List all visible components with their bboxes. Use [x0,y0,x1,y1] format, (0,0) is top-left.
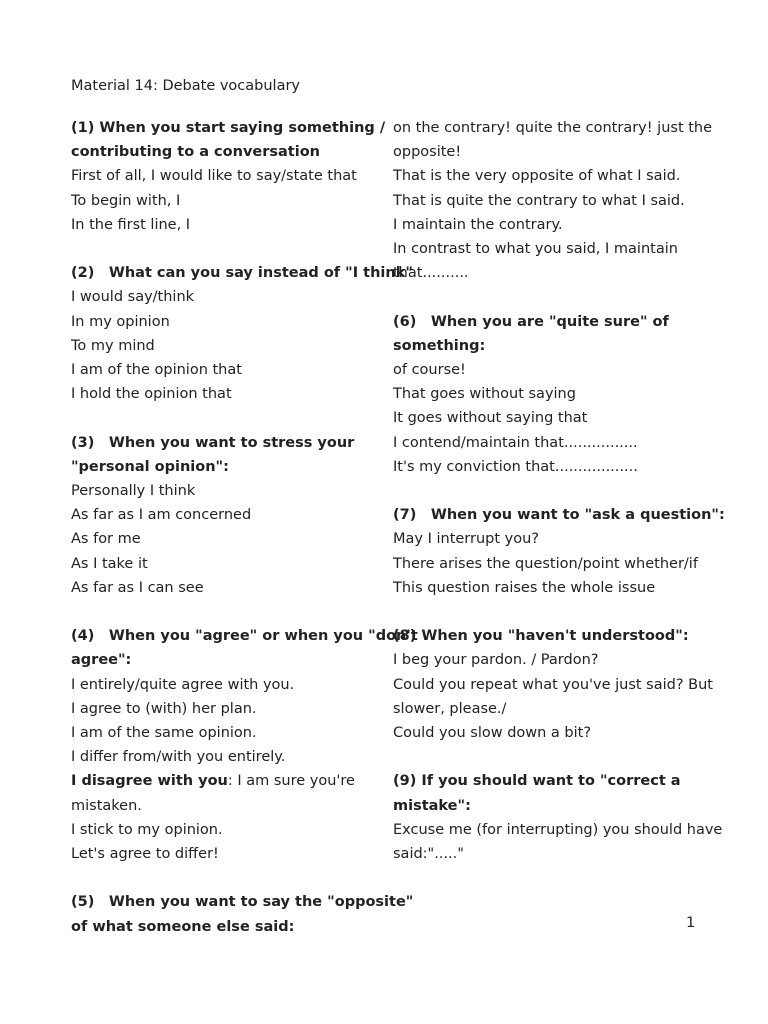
section-heading: something: [393,337,486,354]
phrase-line: May I interrupt you? [393,531,539,548]
section-spacer [71,866,376,890]
left-column [71,116,418,939]
phrase-line: As I take it [71,555,148,572]
phrase-line: As for me [71,531,141,548]
phrase-line: In the first line, I [71,216,191,233]
phrase-line: To begin with, I [71,192,181,209]
phrase-line: As far as I am concerned [71,507,252,524]
phrase-line: Could you repeat what you've just said? But [393,676,713,693]
phrase-line: I contend/maintain that................ [393,434,638,451]
phrase-line: of course! [393,362,466,379]
section-spacer [393,479,733,503]
phrase-line: To my mind [71,337,155,354]
phrase-line: Could you slow down a bit? [393,725,592,742]
section-spacer [393,745,733,769]
phrase-text: : I am sure you're [227,773,355,790]
section-spacer [393,285,733,309]
phrase-line: As far as I can see [71,579,204,596]
section-heading: (9) If you should want to "correct a [393,773,681,790]
page-number: 1 [686,915,696,931]
section-heading: (6) When you are "quite sure" of [393,313,669,330]
phrase-line: I differ from/with you entirely. [71,749,286,766]
phrase-line: on the contrary! quite the contrary! just the [393,120,713,136]
phrase-line: Excuse me (for interrupting) you should have [393,821,723,838]
phrase-line: I maintain the contrary. [393,216,563,233]
phrase-line: It's my conviction that.................. [393,458,638,475]
section-heading: mistake": [393,797,471,814]
section-heading: (1) When you start saying something / [71,120,386,136]
phrase-line: It goes without saying that [393,410,588,427]
section-heading: (5) When you want to say the "opposite" [71,894,414,911]
section-heading: agree": [71,652,132,669]
phrase-line: This question raises the whole issue [393,579,656,596]
phrase-line: In my opinion [71,313,170,330]
phrase-line: I entirely/quite agree with you. [71,676,295,693]
phrase-line: opposite! [393,144,462,161]
phrase-line: I beg your pardon. / Pardon? [393,652,599,669]
section-spacer [393,600,733,624]
phrase-line: said:"....." [393,846,464,863]
phrase-line: Personally I think [71,483,196,500]
section-heading: of what someone else said: [71,918,295,935]
phrase-line: I agree to (with) her plan. [71,700,257,717]
section-heading: (3) When you want to stress your [71,434,355,451]
phrase-emphasis: I disagree with you [71,773,228,790]
section-heading: contributing to a conversation [71,144,320,161]
phrase-line: that.......... [393,265,469,282]
section-heading: (7) When you want to "ask a question": [393,507,725,524]
phrase-line: That is quite the contrary to what I said. [393,192,685,209]
section-spacer [71,600,376,624]
phrase-line: I hold the opinion that [71,386,232,403]
section-spacer [71,406,376,430]
phrase-line: slower, please./ [393,700,507,717]
phrase-line [71,769,376,793]
section-heading: (4) When you "agree" or when you "don't [71,628,418,645]
page-title: Material 14: Debate vocabulary [71,78,301,94]
phrase-line: I am of the same opinion. [71,725,257,742]
phrase-line: I am of the opinion that [71,362,242,379]
section-spacer [71,237,376,261]
section-heading: "personal opinion": [71,458,229,475]
phrase-line: Let's agree to differ! [71,846,219,863]
phrase-line: First of all, I would like to say/state that [71,168,357,185]
phrase-line: In contrast to what you said, I maintain [393,241,678,258]
right-column [393,116,733,866]
section-heading: (8) When you "haven't understood": [393,628,689,645]
phrase-line: I stick to my opinion. [71,821,223,838]
phrase-line: mistaken. [71,797,142,814]
phrase-line: There arises the question/point whether/if [393,555,698,572]
phrase-line: That is the very opposite of what I said. [393,168,681,185]
phrase-line: I would say/think [71,289,195,306]
section-heading: (2) What can you say instead of "I think" [71,265,413,282]
phrase-line: That goes without saying [393,386,576,403]
